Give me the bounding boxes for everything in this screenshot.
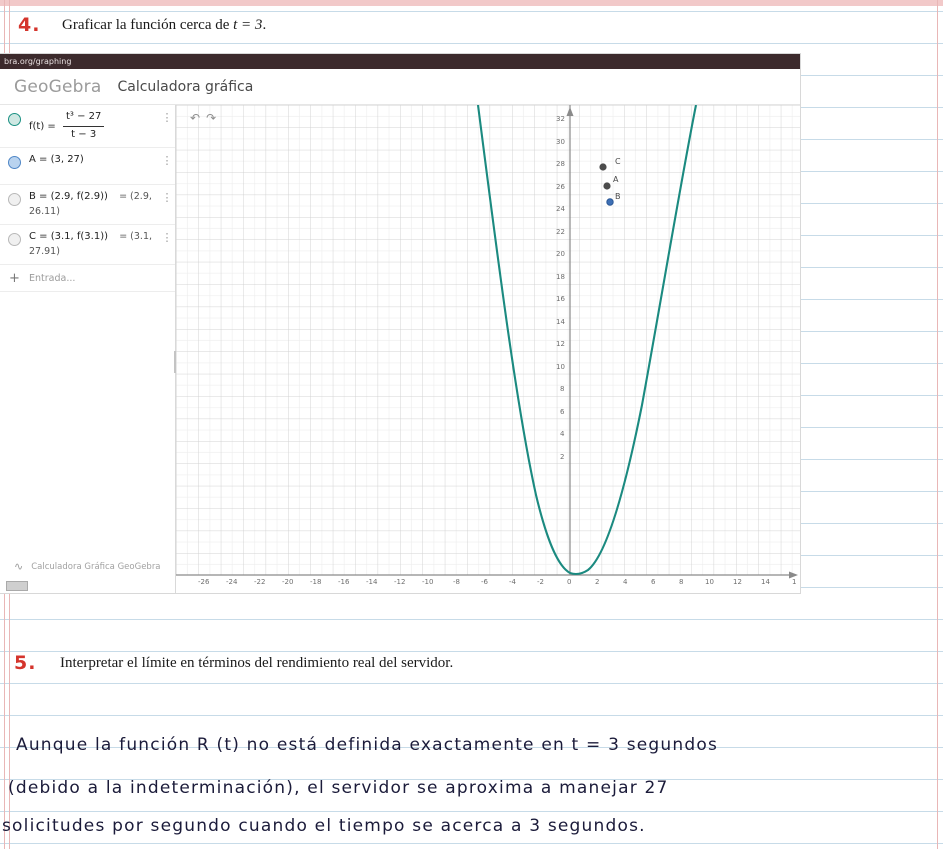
algebra-row-function-content — [29, 110, 159, 142]
geogebra-footer-label: Calculadora Gráfica GeoGebra — [31, 561, 161, 572]
geogebra-window[interactable] — [0, 54, 800, 593]
rule-line — [0, 811, 943, 812]
geogebra-body — [0, 105, 800, 593]
algebra-row-point-c-content — [29, 230, 159, 259]
handwritten-answer-line-2: (debido a la indeterminación), el servidor se aproxima a manejar 27 — [8, 778, 669, 798]
row-menu-icon[interactable]: ⋮ — [161, 112, 173, 124]
function-label: f(t) = — [29, 121, 56, 132]
algebra-input-row[interactable] — [0, 265, 175, 292]
rule-line — [0, 683, 943, 684]
point-label-c: C — [615, 157, 621, 166]
rule-line — [0, 11, 943, 12]
browser-url-bar[interactable]: bra.org/graphing — [0, 54, 800, 69]
question-4-text-math: t = 3 — [233, 17, 263, 33]
margin-line-right — [937, 0, 938, 849]
question-5-number: 5. — [14, 652, 37, 674]
rule-line — [0, 43, 943, 44]
rule-line — [0, 619, 943, 620]
undo-redo-toolbar[interactable] — [190, 111, 222, 125]
question-4-text-pre: Graficar la función cerca de — [62, 17, 234, 33]
row-menu-icon[interactable]: ⋮ — [161, 155, 173, 167]
redo-icon[interactable]: ↷ — [206, 111, 223, 125]
function-fraction — [63, 110, 104, 142]
point-label-b: B — [615, 192, 621, 201]
geogebra-app-title: Calculadora gráfica — [117, 78, 254, 95]
algebra-panel[interactable] — [0, 105, 176, 593]
visibility-toggle-icon[interactable] — [8, 113, 21, 126]
question-4-text — [62, 17, 266, 34]
graphics-view[interactable]: ↶↷ C A B 32 30 28 26 24 22 20 18 16 14 12 10 8 6 4 2 -26 -24 -22 -20 -18 -16 -14 -12 -10 -8 -6 -4 -2 0 2 4 6 8 10 12 14 1 — [176, 105, 800, 593]
handwritten-answer-line-1: Aunque la función R (t) no está definida exactamente en t = 3 segundos — [16, 735, 719, 755]
row-menu-icon[interactable]: ⋮ — [161, 232, 173, 244]
taskbar-chip — [6, 581, 28, 591]
fraction-numerator: t³ − 27 — [63, 110, 104, 127]
algebra-row-point-b-content — [29, 190, 159, 219]
row-menu-icon[interactable]: ⋮ — [161, 192, 173, 204]
point-b-value: = (2.9, 26.11) — [29, 191, 152, 217]
question-4-text-post: . — [262, 17, 267, 33]
geogebra-header — [0, 69, 800, 105]
question-4-number: 4. — [18, 14, 41, 36]
algebra-input[interactable]: Entrada... — [29, 272, 76, 284]
visibility-toggle-icon[interactable] — [8, 233, 21, 246]
point-c-label: C = (3.1, f(3.1)) — [29, 231, 109, 242]
algebra-row-function[interactable] — [0, 105, 175, 148]
rule-line — [0, 715, 943, 716]
handwritten-answer-line-3: solicitudes por segundo cuando el tiempo se acerca a 3 segundos. — [2, 816, 646, 836]
page-top-band — [0, 0, 943, 6]
algebra-row-point-c[interactable] — [0, 225, 175, 265]
visibility-toggle-icon[interactable] — [8, 193, 21, 206]
point-label-a: A — [613, 175, 619, 184]
point-b-label: B = (2.9, f(2.9)) — [29, 191, 108, 202]
add-input-icon[interactable]: + — [9, 270, 20, 286]
algebra-row-point-b[interactable] — [0, 185, 175, 225]
question-5-text: Interpretar el límite en términos del rendimiento real del servidor. — [60, 655, 454, 671]
graph-canvas[interactable] — [176, 105, 800, 593]
point-a-label: A = (3, 27) — [29, 154, 84, 165]
fraction-denominator: t − 3 — [71, 128, 97, 140]
geogebra-logo: GeoGebra — [14, 76, 102, 97]
visibility-toggle-icon[interactable] — [8, 156, 21, 169]
undo-icon[interactable]: ↶ — [190, 111, 207, 125]
algebra-row-point-a[interactable] — [0, 148, 175, 185]
geogebra-footer — [0, 560, 175, 573]
rule-line — [0, 651, 943, 652]
graph-icon: ∿ — [14, 560, 24, 573]
point-c-value: = (3.1, 27.91) — [29, 231, 153, 257]
rule-line — [0, 843, 943, 844]
